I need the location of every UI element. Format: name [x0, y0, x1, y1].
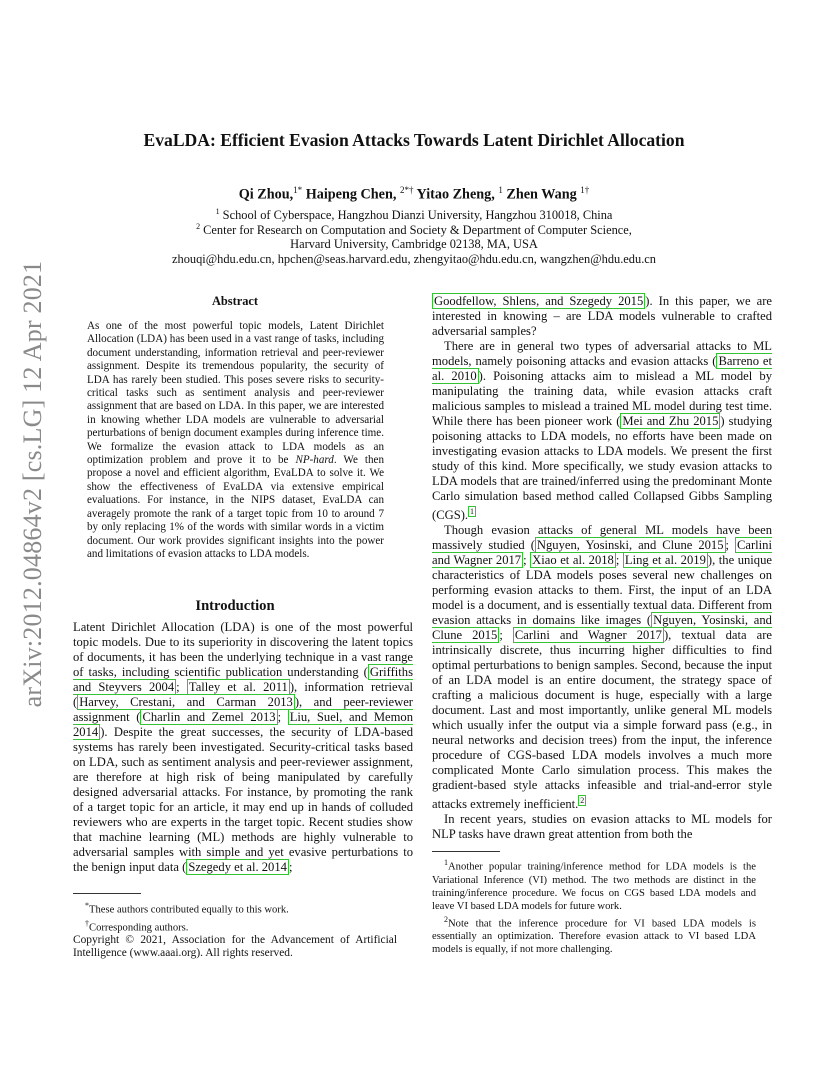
- body-text: ;: [499, 628, 513, 643]
- author-name: Zhen Wang: [506, 186, 577, 203]
- citation-link[interactable]: Xiao et al. 2018: [532, 553, 614, 568]
- section-heading-introduction: Introduction: [195, 598, 275, 614]
- footnote-link[interactable]: 2: [580, 796, 585, 806]
- citation-link[interactable]: Liu, Suel, and Memon 2014: [73, 710, 414, 739]
- body-text: ), the unique characteristics of LDA models poses several new challenges on performing evasion attacks to them. First, the input of an LDA model is a document, and is essentially textual data. Different from evasion attacks in domains like images (: [432, 553, 772, 628]
- paper-title: EvaLDA: Efficient Evasion Attacks Towards Latent Dirichlet Allocation: [143, 130, 685, 150]
- body-text: ), textual data are intrinsically discrete, thus incurring higher difficulties to find optimal perturbations to benign samples. Second, because the input of an LDA model is an entire document, the strategy space of crafting a malicious document is huge, especially with a large document. Last and most importantly, unlike general ML models which usually infer the output via a simple forward pass (e.g., in neural networks and decision trees) from the input, the inference procedure of CGS-based LDA models involves a much more complicated Monte Carlo simulation process. This makes the gradient-based style attacks infeasible and trial-and-error style attacks extremely inefficient.: [432, 628, 773, 812]
- footnote-mark: *: [85, 901, 89, 910]
- email-line: zhouqi@hdu.edu.cn, hpchen@seas.harvard.edu, zhengyitao@hdu.edu.cn, wangzhen@hdu.edu.cn: [172, 252, 656, 266]
- author-name: Yitao Zheng,: [416, 186, 495, 203]
- footnote-mark: 1: [444, 858, 448, 867]
- abstract-heading: Abstract: [211, 294, 259, 308]
- footnote-mark: †: [85, 918, 89, 928]
- footnote-text: These authors contributed equally to this work.: [89, 904, 289, 916]
- body-text: ;: [615, 553, 623, 568]
- author-list: [0, 185, 828, 204]
- citation-link[interactable]: Ling et al. 2019: [624, 553, 706, 568]
- right-column-body: [432, 294, 772, 842]
- footnote-text: Corresponding authors.: [89, 922, 189, 934]
- body-text: ) studying poisoning attacks to LDA models, no efforts have been made on investigating evasion attacks to LDA models. We present the first study of this kind. More specifically, we study evasion attacks to LDA models that are trained/inferred using the predominant Monte Carlo simulation based method called Collapsed Gibbs Sampling (CGS).: [432, 414, 772, 523]
- abstract-text: As one of the most powerful topic models, Latent Dirichlet Allocation (LDA) has been used in a vast range of tasks, including document understanding, information retrieval and peer-reviewer assignment. Despite its tremendous popularity, the security of LDA has rarely been studied. This poses severe risks to security-critical tasks such as sentiment analysis and peer-reviewer assignment that are based on LDA. In this paper, we are interested in knowing whether LDA models are vulnerable to adversarial perturbations of benign document examples during inference time. We formalize the evasion attack to LDA models as an optimization problem and prove it to be: [87, 320, 384, 467]
- affiliation-line: Harvard University, Cambridge 02138, MA, USA: [290, 237, 538, 251]
- footnote-rule: [432, 851, 500, 852]
- footnote-mark: 2: [444, 914, 448, 924]
- body-text: ), information retrieval (: [73, 680, 413, 709]
- body-text: In recent years, studies on evasion attacks to ML models for NLP tasks have drawn great attention from both the: [432, 812, 772, 842]
- footnote-block: [432, 856, 756, 956]
- citation-link[interactable]: Talley et al. 2011: [188, 680, 288, 694]
- citation-link[interactable]: Mei and Zhu 2015: [622, 414, 719, 428]
- abstract-body: [87, 320, 384, 561]
- citation-link[interactable]: Nguyen, Yosinski, and Clune 2015: [432, 613, 772, 643]
- citation-link[interactable]: Harvey, Crestani, and Carman 2013: [79, 695, 293, 709]
- body-text: ). In this paper, we are interested in knowing – are LDA models vulnerable to crafted adversarial samples?: [432, 294, 772, 338]
- body-text: ). Despite the great successes, the security of LDA-based systems has rarely been investigated. Security-critical tasks based on LDA, such as sentiment analysis and peer-reviewer assignment, are therefore at high risk of being manipulated by carefully designed adversarial attacks. For instance, by promoting the rank of a target topic for an article, it may end up in hands of colluded reviewers who are experts in the target topic. Recent studies show that machine learning (ML) methods are highly vulnerable to adversarial samples with simple and yet evasive perturbations to the benign input data (: [73, 725, 413, 874]
- citation-link[interactable]: Goodfellow, Shlens, and Szegedy 2015: [434, 294, 644, 308]
- citation-link[interactable]: Szegedy et al. 2014: [188, 860, 287, 874]
- citation-link[interactable]: Griffiths and Steyvers 2004: [73, 665, 413, 694]
- body-text: ;: [277, 710, 288, 724]
- affiliation-text: School of Cyberspace, Hangzhou Dianzi University, Hangzhou 310018, China: [222, 208, 613, 223]
- author-mark: 1*: [293, 185, 303, 195]
- citation-link[interactable]: Nguyen, Yosinski, and Clune 2015: [536, 538, 724, 553]
- body-text: ;: [176, 680, 187, 694]
- citation-link[interactable]: Barreno et al. 2010: [432, 354, 772, 383]
- citation-link[interactable]: Carlini and Wagner 2017: [514, 628, 662, 643]
- affiliation-line: [0, 207, 828, 223]
- arxiv-identifier: [8, 260, 58, 708]
- body-text: ). Poisoning attacks aim to mislead a ML model by manipulating the training data, while evasion attacks craft malicious samples to mislead a trained ML model during test time. While there has been pioneer work (: [432, 369, 772, 428]
- affiliation-text: Center for Research on Computation and Society & Department of Computer Science,: [203, 223, 632, 238]
- body-text: There are in general two types of adversarial attacks to ML models, namely poisoning attacks and evasion attacks (: [432, 339, 772, 368]
- footnote-link[interactable]: 1: [470, 507, 475, 516]
- abstract-emphasis: NP-hard: [295, 454, 334, 467]
- footnote-rule: [73, 893, 141, 894]
- citation-link[interactable]: Carlini and Wagner 2017: [432, 538, 772, 568]
- body-text: Latent Dirichlet Allocation (LDA) is one of the most powerful topic models. Due to its superiority in discovering the latent topics of documents, it has been the underlying technique in a vast range of tasks, including scientific publication understanding (: [73, 620, 413, 679]
- author-name: Haipeng Chen,: [305, 186, 397, 203]
- footnote-text: Note that the inference procedure for VI based LDA models is essentially an optimization. Therefore evasion attack to VI based LDA models is equally, if not more challenging.: [432, 918, 756, 956]
- body-text: ;: [288, 860, 293, 874]
- intro-paragraph: [73, 620, 413, 875]
- affiliation-line: [0, 222, 828, 238]
- author-name: Qi Zhou,: [238, 186, 294, 203]
- author-mark: 1†: [580, 185, 590, 195]
- body-text: ;: [725, 538, 735, 553]
- citation-link[interactable]: Charlin and Zemel 2013: [142, 710, 276, 724]
- body-text: Though evasion attacks of general ML models have been massively studied (: [432, 523, 772, 553]
- affiliation-mark: 2: [196, 222, 201, 231]
- body-text: ), and peer-reviewer assignment (: [73, 695, 413, 724]
- affiliation-mark: 1: [215, 207, 220, 216]
- author-mark: 1: [498, 185, 503, 195]
- footnote-block: [73, 899, 397, 960]
- body-text: ;: [523, 553, 531, 568]
- copyright-notice: Copyright © 2021, Association for the Advancement of Artificial Intelligence (www.aaai.org). All rights reserved.: [73, 934, 397, 960]
- arxiv-identifier-text: arXiv:2012.04864v2 [cs.LG] 12 Apr 2021: [18, 260, 47, 708]
- footnote-text: Another popular training/inference method for LDA models is the Variational Inference (VI) method. The two methods are distinct in the training/inference procedure. We focus on CGS based LDA models and leave VI based LDA models for future work.: [432, 861, 756, 912]
- abstract-text: . We then propose a novel and efficient algorithm, EvaLDA to solve it. We show the effectiveness of EvaLDA via extensive empirical evaluations. For instance, in the NIPS dataset, EvaLDA can averagely promote the rank of a target topic from 10 to around 7 by only replacing 1% of the words with similar words in a victim document. Our work provides significant insights into the power and limitations of evasion attacks to LDA models.: [87, 454, 384, 560]
- author-mark: 2*†: [399, 185, 414, 195]
